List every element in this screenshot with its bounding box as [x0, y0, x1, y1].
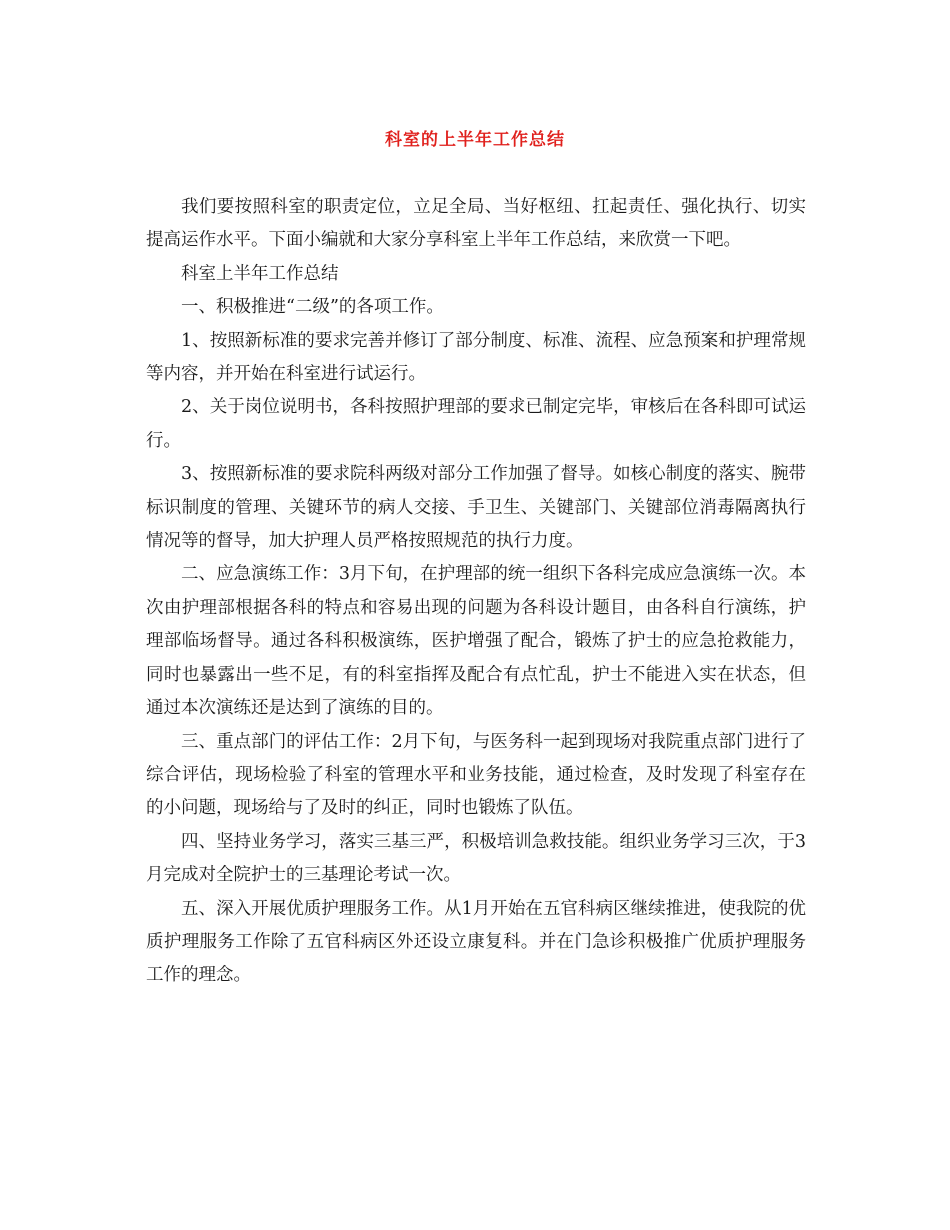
paragraph-section-1: 一、积极推进“二级”的各项工作。: [181, 297, 444, 318]
paragraph-section-3: 三、重点部门的评估工作：2月下旬，与医务科一起到现场对我院重点部门进行了综合评估，现场检验了科室的管理水平和业务技能，通过检查，及时发现了科室存在的小问题，现场给与了及时的纠正，同时也锻炼了队伍。: [146, 731, 806, 819]
paragraph-section-4: 四、坚持业务学习，落实三基三严，积极培训急救技能。组织业务学习三次，于3月完成对全院护士的三基理论考试一次。: [146, 831, 806, 886]
paragraph-subtitle: 科室上半年工作总结: [181, 263, 339, 284]
paragraph-section-5: 五、深入开展优质护理服务工作。从1月开始在五官科病区继续推进，使我院的优质护理服务工作除了五官科病区外还设立康复科。并在门急诊积极推广优质护理服务工作的理念。: [146, 898, 806, 986]
paragraph-item-2: 2、关于岗位说明书，各科按照护理部的要求已制定完毕，审核后在各科即可试运行。: [146, 397, 806, 451]
paragraph-item-1: 1、按照新标准的要求完善并修订了部分制度、标准、流程、应急预案和护理常规等内容，并开始在科室进行试运行。: [146, 330, 806, 385]
paragraph-item-3: 3、按照新标准的要求院科两级对部分工作加强了督导。如核心制度的落实、腕带标识制度的管理、关键环节的病人交接、手卫生、关键部门、关键部位消毒隔离执行情况等的督导，加大护理人员严格按照规范的执行力度。: [146, 464, 806, 552]
paragraph-intro: 我们要按照科室的职责定位，立足全局、当好枢纽、扛起责任、强化执行、切实提高运作水平。下面小编就和大家分享科室上半年工作总结，来欣赏一下吧。: [146, 197, 806, 251]
document-body: [146, 191, 806, 993]
document-title: 科室的上半年工作总结: [385, 130, 565, 150]
paragraph-section-2: 二、应急演练工作：3月下旬，在护理部的统一组织下各科完成应急演练一次。本次由护理部根据各科的特点和容易出现的问题为各科设计题目，由各科自行演练，护理部临场督导。通过各科积极演练，医护增强了配合，锻炼了护士的应急抢救能力，同时也暴露出一些不足，有的科室指挥及配合有点忙乱，护士不能进入实在状态，但通过本次演练还是达到了演练的目的。: [146, 564, 806, 719]
